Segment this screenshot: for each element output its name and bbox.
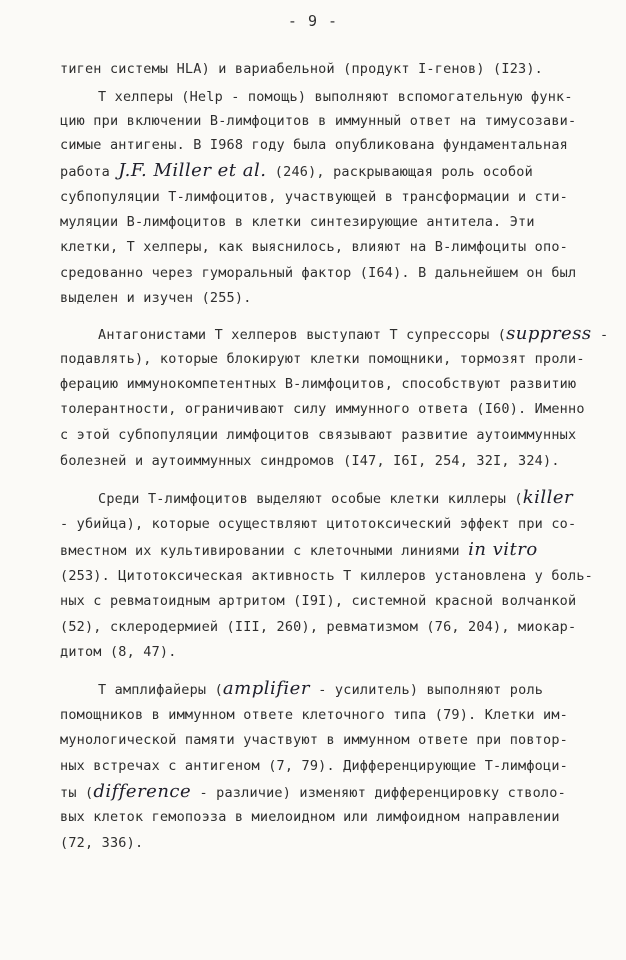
text-line (60, 592, 626, 610)
text-line (98, 88, 626, 106)
text-line (60, 567, 626, 585)
typed-text: помощников в иммунном ответе клеточного типа (79). Клетки им- (60, 707, 568, 723)
text-line (60, 264, 626, 282)
typed-text: болезней и аутоиммунных синдромов (I47, I6I, 254, 32I, 324). (60, 453, 560, 469)
text-line (60, 60, 626, 78)
typed-text: - убийца), которые осуществляют цитотоксический эффект при со- (60, 516, 577, 532)
text-line (60, 643, 626, 661)
typed-text: Антагонистами Т хелперов выступают Т супрессоры ( (98, 327, 507, 343)
handwritten-annotation: in vitro (468, 539, 538, 560)
text-line (60, 452, 626, 470)
typed-text: толерантности, ограничивают силу иммунного ответа (I60). Именно (60, 401, 585, 417)
text-line (98, 489, 626, 508)
typed-text: (72, 336). (60, 835, 144, 851)
text-line (60, 350, 626, 368)
typed-text: тиген системы HLA) и вариабельной (продукт I-генов) (I23). (60, 61, 544, 77)
text-line (60, 757, 626, 775)
text-line (60, 834, 626, 852)
typed-text: ты ( (60, 785, 94, 801)
typed-text: цию при включении В-лимфоцитов в иммунный ответ на тимусозави- (60, 113, 577, 129)
text-line (60, 515, 626, 533)
text-line (60, 136, 626, 154)
typed-text: подавлять), которые блокируют клетки помощники, тормозят проли- (60, 351, 585, 367)
typed-text: вместном их культивировании с клеточными линиями (60, 543, 469, 559)
page-number: - 9 - (287, 12, 339, 30)
handwritten-annotation: amplifier (222, 678, 310, 699)
typed-text: ферацию иммунокомпетентных В-лимфоцитов, способствуют развитию (60, 376, 577, 392)
handwritten-annotation: suppress (506, 323, 592, 344)
text-line (60, 783, 626, 802)
typed-text: ных встречах с антигеном (7, 79). Дифференцирующие Т-лимфоци- (60, 758, 568, 774)
typed-text: субпопуляции Т-лимфоцитов, участвующей в трансформации и сти- (60, 189, 568, 205)
text-line (60, 238, 626, 256)
typed-text: вых клеток гемопоэза в миелоидном или лимфоидном направлении (60, 809, 560, 825)
typed-text: клетки, Т хелперы, как выяснилось, влияют на В-лимфоциты опо- (60, 239, 568, 255)
typed-text: муляции В-лимфоцитов в клетки синтезирующие антитела. Эти (60, 214, 535, 230)
typed-text: - (591, 327, 609, 343)
text-line (60, 375, 626, 393)
typed-text: дитом (8, 47). (60, 644, 177, 660)
text-line (98, 325, 626, 344)
typed-text: - различие) изменяют дифференцировку стволо- (191, 785, 566, 801)
text-line (60, 162, 626, 181)
typed-text: ных с ревматоидным артритом (I9I), системной красной волчанкой (60, 593, 577, 609)
text-line (60, 618, 626, 636)
text-line (60, 213, 626, 231)
text-line (98, 680, 626, 699)
typed-text: работа (60, 164, 119, 180)
text-line (60, 289, 626, 307)
typed-text: Т амплифайеры ( (98, 682, 223, 698)
typed-text: Т хелперы (Help - помощь) выполняют вспомогательную функ- (98, 89, 573, 105)
typed-text: средованно через гуморальный фактор (I64). В дальнейшем он был (60, 265, 577, 281)
typed-text: Среди Т-лимфоцитов выделяют особые клетки киллеры ( (98, 491, 523, 507)
handwritten-annotation: killer (522, 487, 574, 508)
text-line (60, 808, 626, 826)
text-line (60, 731, 626, 749)
typed-text: (246), раскрывающая роль особой (266, 164, 533, 180)
typed-text: мунологической памяти участвуют в иммунном ответе при повтор- (60, 732, 568, 748)
handwritten-annotation: J.F. Miller et al. (118, 160, 267, 181)
typed-text: (253). Цитотоксическая активность Т киллеров установлена у боль- (60, 568, 593, 584)
text-line (60, 541, 626, 560)
text-line (60, 188, 626, 206)
handwritten-annotation: difference (93, 781, 192, 802)
typed-text: симые антигены. В I968 году была опубликована фундаментальная (60, 137, 568, 153)
text-line (60, 706, 626, 724)
typed-text: - усилитель) выполняют роль (309, 682, 544, 698)
text-line (60, 400, 626, 418)
typed-text: с этой субпопуляции лимфоцитов связывают развитие аутоиммунных (60, 427, 577, 443)
typed-text: выделен и изучен (255). (60, 290, 252, 306)
text-line (60, 112, 626, 130)
text-line (60, 426, 626, 444)
typed-text: (52), склеродермией (III, 260), ревматизмом (76, 204), миокар- (60, 619, 577, 635)
